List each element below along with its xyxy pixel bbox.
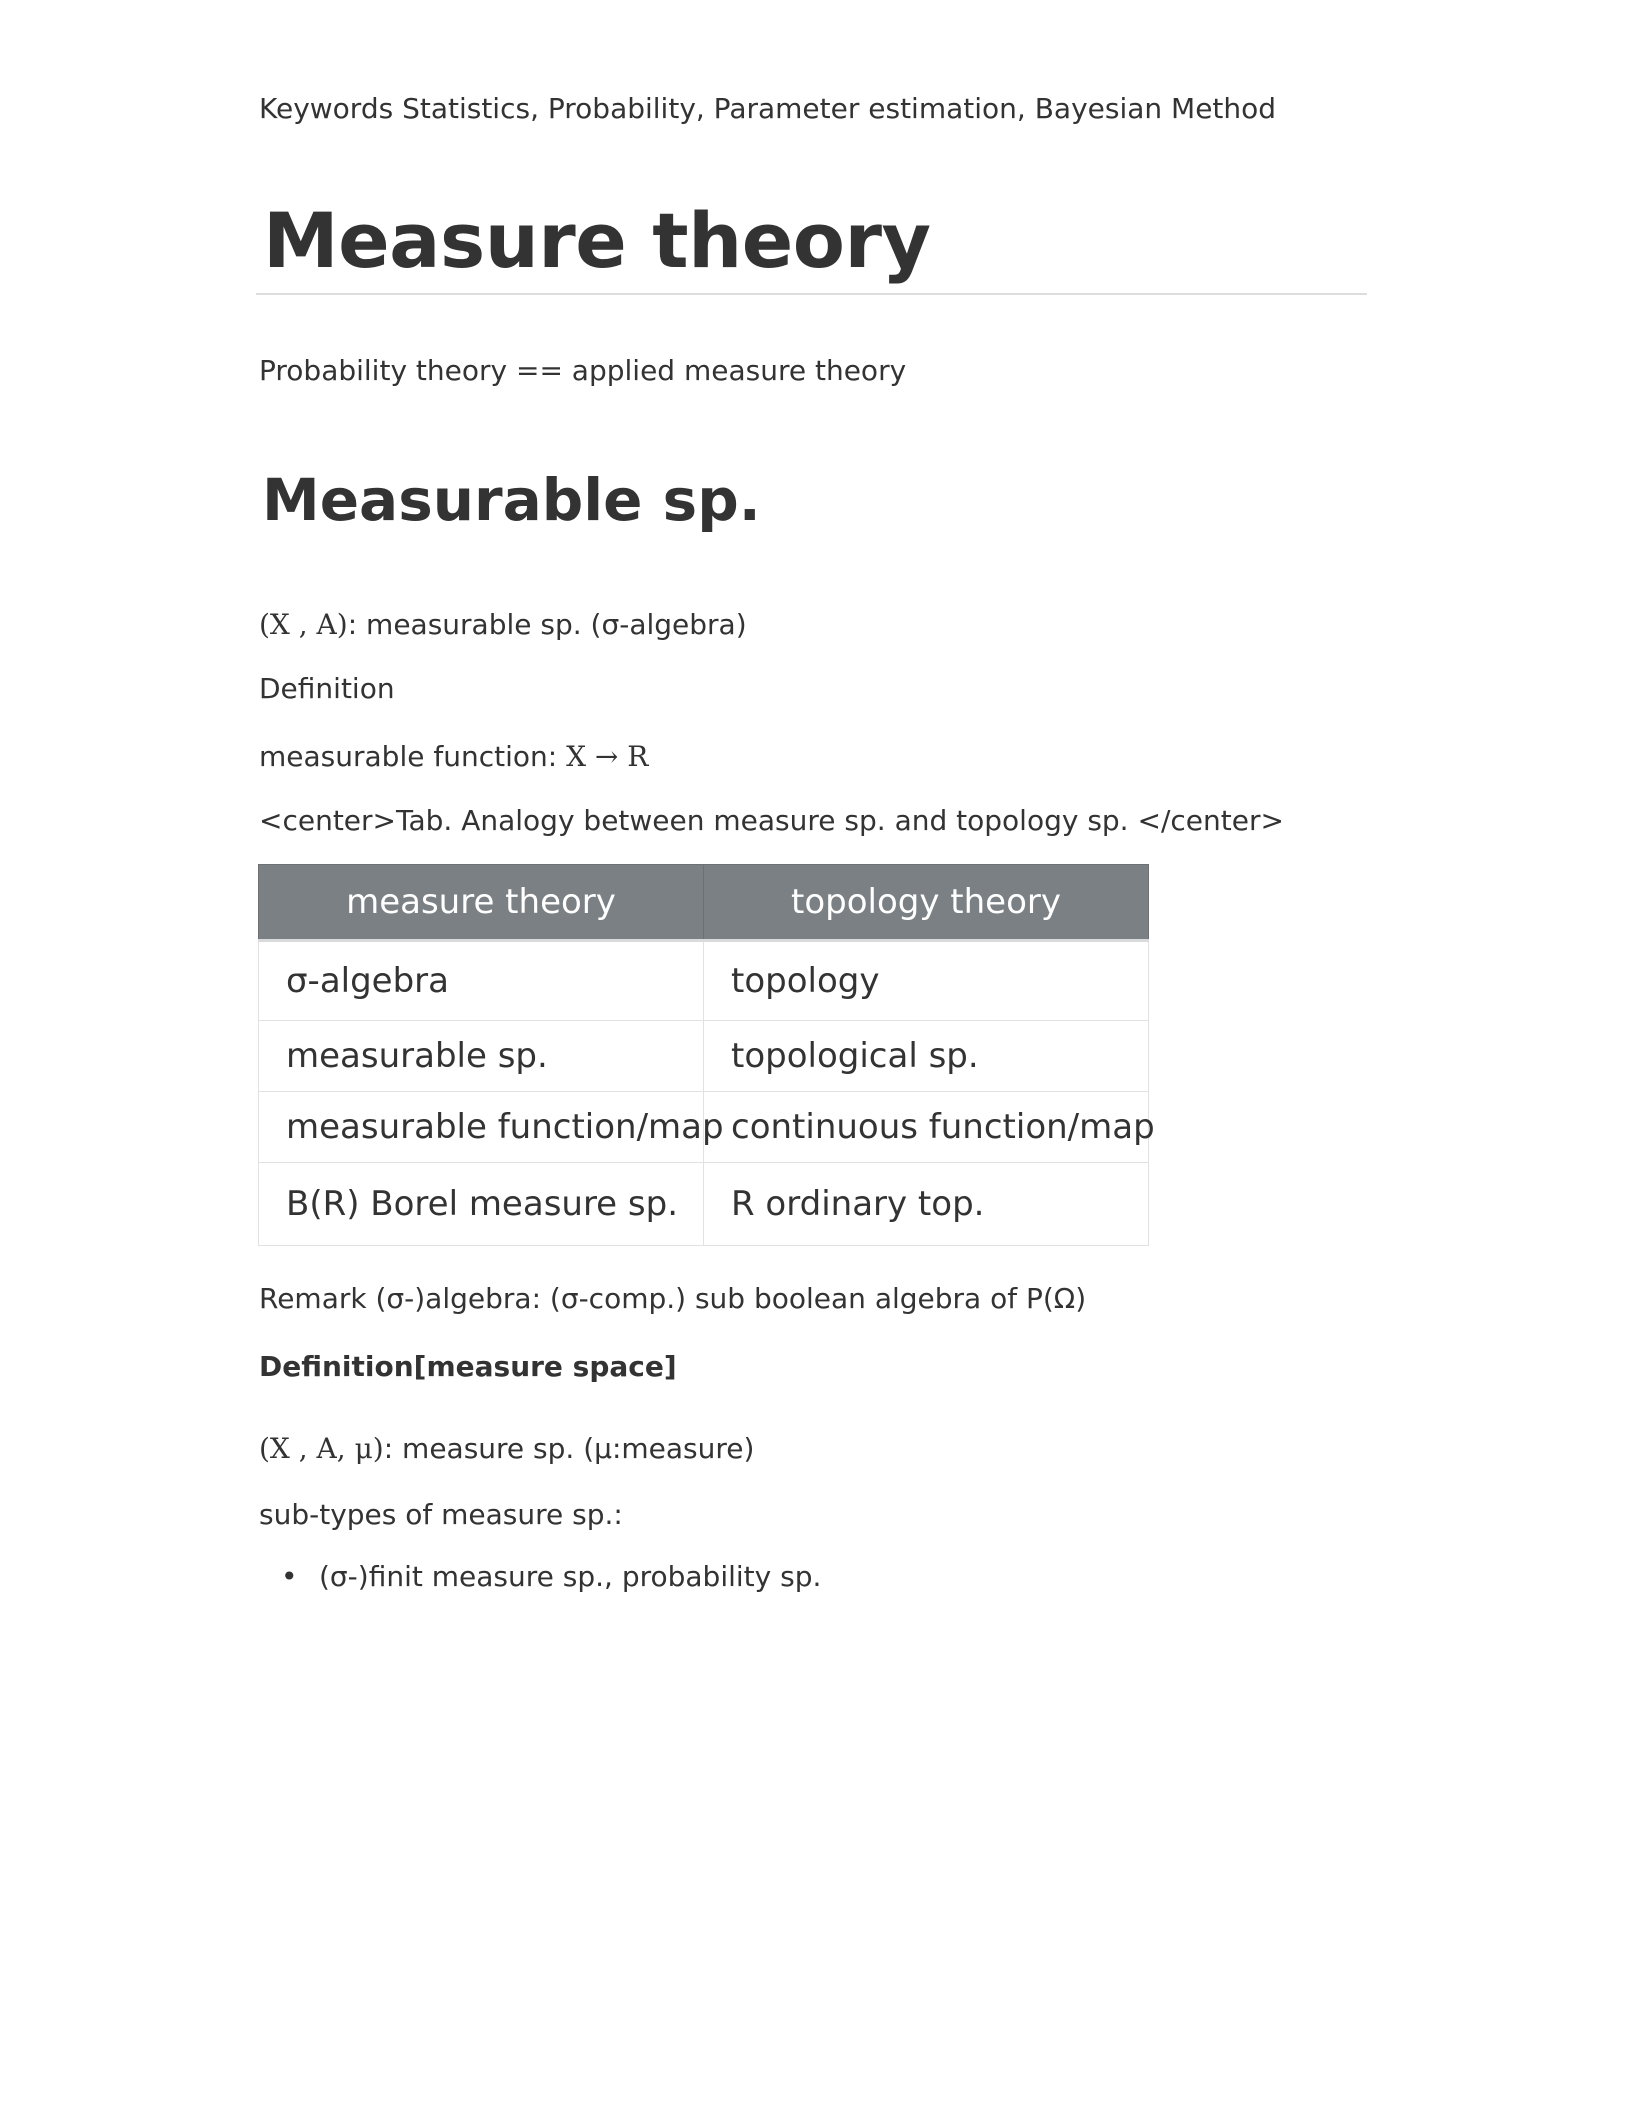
page-title: Measure theory [263, 196, 931, 285]
measurable-function-math: X → R [566, 740, 649, 773]
measure-space-line [259, 1432, 754, 1465]
definition-label: Definition [259, 672, 395, 705]
table-cell: topological sp. [704, 1021, 1149, 1092]
bullet-icon: • [281, 1560, 298, 1593]
subtypes-label: sub-types of measure sp.: [259, 1498, 623, 1531]
analogy-table [258, 864, 1155, 1246]
table-cell: R ordinary top. [704, 1163, 1149, 1246]
table-row [259, 941, 1149, 1021]
table-cell: topology [704, 941, 1149, 1021]
keywords-line: Keywords Statistics, Probability, Parameter estimation, Bayesian Method [259, 92, 1277, 125]
table-row [259, 1163, 1149, 1246]
table-header-row [259, 865, 1149, 941]
table-header-cell: topology theory [704, 865, 1149, 941]
measure-space-text: : measure sp. (μ:measure) [383, 1432, 755, 1465]
measurable-function-line [259, 740, 648, 773]
table-cell: continuous function/map [704, 1092, 1149, 1163]
table-cell: measurable function/map [259, 1092, 704, 1163]
list-item [259, 1560, 821, 1593]
table-row [259, 1021, 1149, 1092]
measurable-space-math: (X , A) [259, 608, 348, 641]
measure-space-math: (X , A, μ) [259, 1432, 384, 1465]
measurable-space-line [259, 608, 747, 641]
table-cell: B(R) Borel measure sp. [259, 1163, 704, 1246]
intro-paragraph: Probability theory == applied measure theory [259, 354, 907, 387]
section-title: Measurable sp. [262, 466, 761, 534]
remark-line: Remark (σ-)algebra: (σ-comp.) sub boolean algebra of P(Ω) [259, 1282, 1087, 1315]
subtypes-list [259, 1560, 821, 1593]
table-cell: σ-algebra [259, 941, 704, 1021]
measurable-function-text: measurable function: [259, 740, 567, 773]
title-divider [256, 293, 1367, 295]
measurable-space-text: : measurable sp. (σ-algebra) [347, 608, 747, 641]
list-item-text: (σ-)finit measure sp., probability sp. [319, 1560, 822, 1593]
table-cell: measurable sp. [259, 1021, 704, 1092]
definition-measure-space: Definition[measure space] [259, 1350, 677, 1383]
table-row [259, 1092, 1149, 1163]
table-caption: <center>Tab. Analogy between measure sp. and topology sp. </center> [259, 804, 1284, 837]
table-header-cell: measure theory [259, 865, 704, 941]
